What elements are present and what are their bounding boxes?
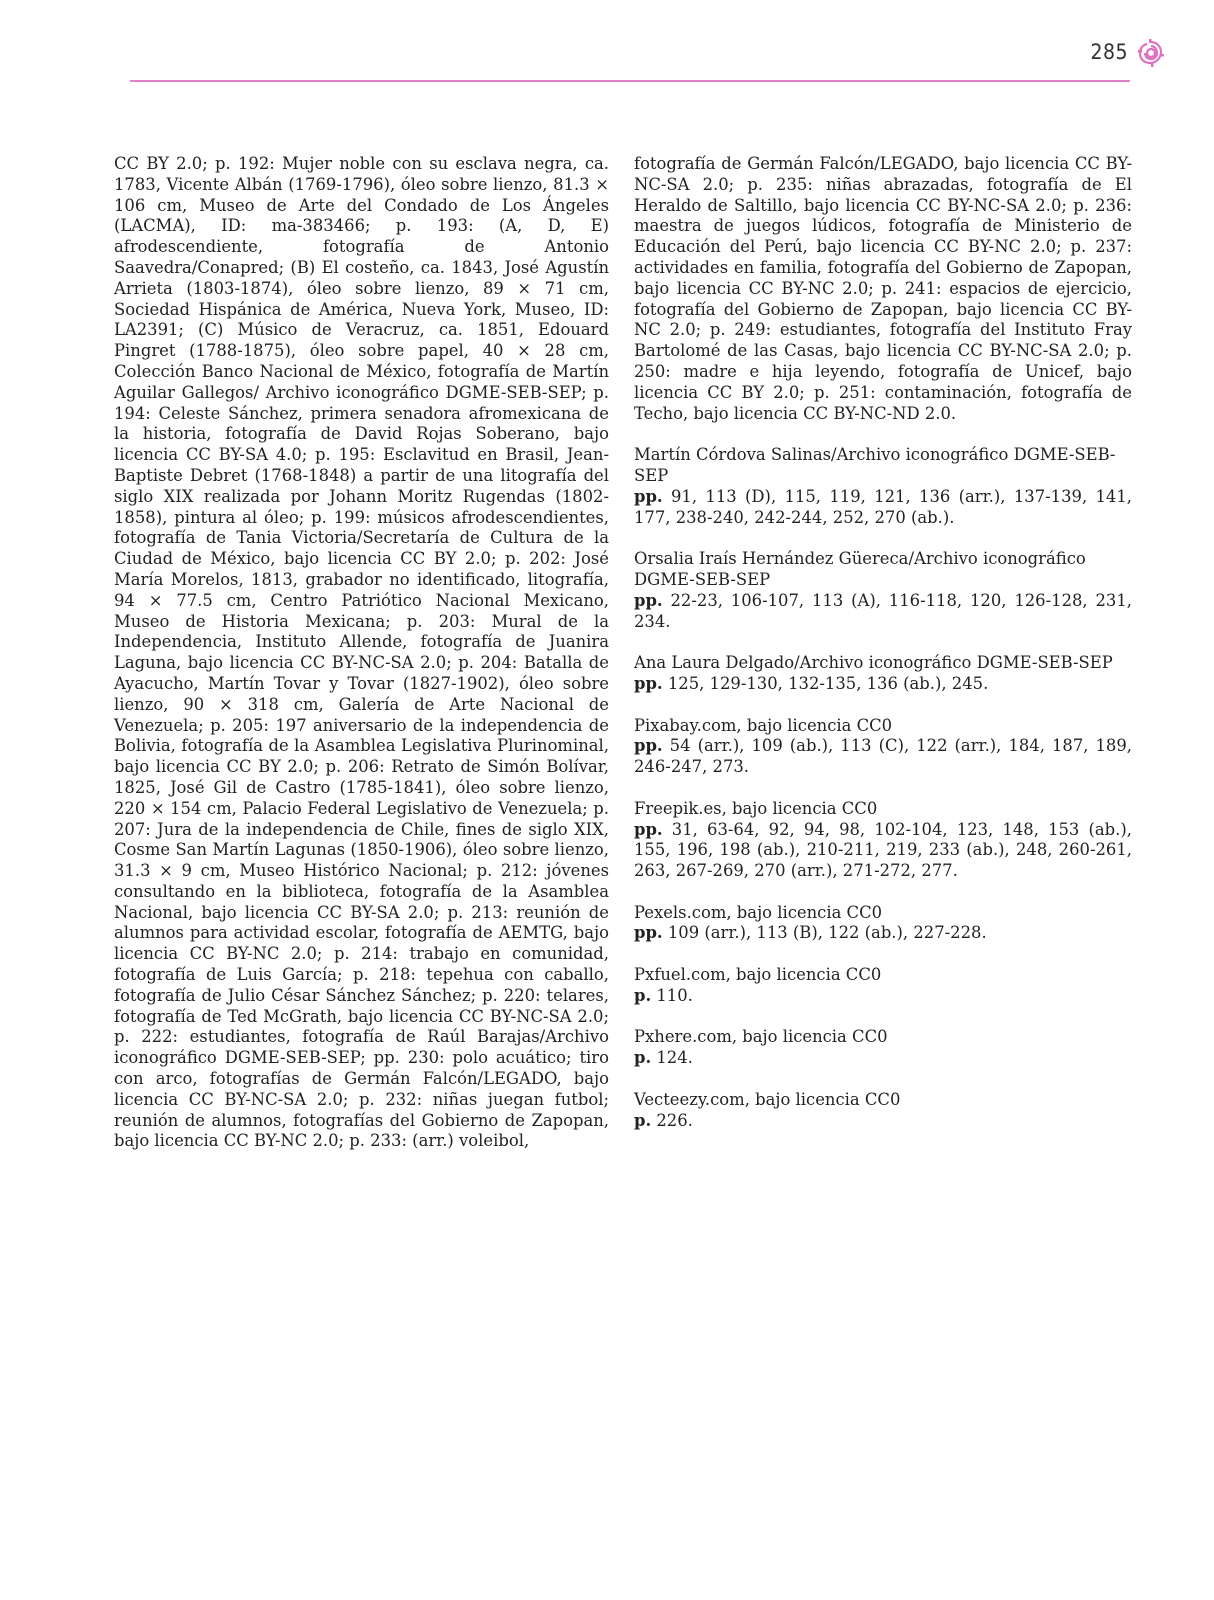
credit-pages-label: p.	[634, 1110, 652, 1130]
credit-source: Pixabay.com, bajo licencia CC0	[634, 715, 893, 735]
credit-pages: p. 110.	[634, 985, 693, 1005]
right-column	[634, 154, 1132, 1131]
credit-source: Freepik.es, bajo licencia CC0	[634, 798, 878, 818]
credit-source: Pxhere.com, bajo licencia CC0	[634, 1027, 888, 1047]
credits-continuation: fotografía de Germán Falcón/LEGADO, bajo licencia CC BY-NC-SA 2.0; p. 235: niñas abrazadas, fotografía de El Heraldo de Saltillo, bajo licencia CC BY-NC-SA 2.0; p. 236: maestra de juegos lúdicos, fotografía de Ministerio de Educación del Perú, bajo licencia CC BY-NC 2.0; p. 237: actividades en familia, fotografía del Gobierno de Zapopan, bajo licencia CC BY-NC 2.0; p. 241: espacios de ejercicio, fotografía del Gobierno de Zapopan, bajo licencia CC BY-NC 2.0; p. 249: estudiantes, fotografía del Instituto Fray Bartolomé de las Casas, bajo licencia CC BY-NC-SA 2.0; p. 250: madre e hija leyendo, fotografía de Unicef, bajo licencia CC BY 2.0; p. 251: contaminación, fotografía de Techo, bajo licencia CC BY-NC-ND 2.0.	[634, 154, 1132, 423]
credit-pages: pp. 109 (arr.), 113 (B), 122 (ab.), 227-228.	[634, 923, 987, 943]
credit-entry	[634, 653, 1132, 695]
credits-list	[634, 445, 1132, 1131]
credit-entry	[634, 1027, 1132, 1069]
credits-paragraph: CC BY 2.0; p. 192: Mujer noble con su esclava negra, ca. 1783, Vicente Albán (1769-1796), óleo sobre lienzo, 81.3 × 106 cm, Museo de Arte del Condado de Los Ángeles (LACMA), ID: ma-383466; p. 193: (A, D, E) afrodescendiente, fotografía de Antonio Saavedra/Conapred; (B) El costeño, ca. 1843, José Agustín Arrieta (1803-1874), óleo sobre lienzo, 89 × 71 cm, Sociedad Hispánica de América, Nueva York, Museo, ID: LA2391; (C) Músico de Veracruz, ca. 1851, Edouard Pingret (1788-1875), óleo sobre papel, 40 × 28 cm, Colección Banco Nacional de México, fotografía de Martín Aguilar Gallegos/ Archivo iconográfico DGME-SEB-SEP; p. 194: Celeste Sánchez, primera senadora afromexicana de la historia, fotografía de David Rojas Soberano, bajo licencia CC BY-SA 4.0; p. 195: Esclavitud en Brasil, Jean-Baptiste Debret (1768-1848) a partir de una litografía del siglo XIX realizada por Johann Moritz Rugendas (1802-1858), pintura al óleo; p. 199: músicos afrodescendientes, fotografía de Tania Victoria/Secretaría de Cultura de la Ciudad de México, bajo licencia CC BY 2.0; p. 202: José María Morelos, 1813, grabador no identificado, litografía, 94 × 77.5 cm, Centro Patriótico Nacional Mexicano, Museo de Historia Mexicana; p. 203: Mural de la Independencia, Instituto Allende, fotografía de Juanira Laguna, bajo licencia CC BY-NC-SA 2.0; p. 204: Batalla de Ayacucho, Martín Tovar y Tovar (1827-1902), óleo sobre lienzo, 90 × 318 cm, Galería de Arte Nacional de Venezuela; p. 205: 197 aniversario de la independencia de Bolivia, fotografía de la Asamblea Legislativa Plurinominal, bajo licencia CC BY 2.0; p. 206: Retrato de Simón Bolívar, 1825, José Gil de Castro (1785-1841), óleo sobre lienzo, 220 × 154 cm, Palacio Federal Legislativo de Venezuela; p. 207: Jura de la independencia de Chile, fines de siglo XIX, Cosme San Martín Lagunas (1850-1906), óleo sobre lienzo, 31.3 × 9 cm, Museo Histórico Nacional; p. 212: jóvenes consultando en la biblioteca, fotografía de la Asamblea Nacional, bajo licencia CC BY-SA 2.0; p. 213: reunión de alumnos para actividad escolar, fotografía de AEMTG, bajo licencia CC BY-NC 2.0; p. 214: trabajo en comunidad, fotografía de Luis García; p. 218: tepehua con caballo, fotografía de Julio César Sánchez Sánchez; p. 220: telares, fotografía de Ted McGrath, bajo licencia CC BY-NC-SA 2.0; p. 222: estudiantes, fotografía de Raúl Barajas/Archivo iconográfico DGME-SEB-SEP; pp. 230: polo acuático; tiro con arco, fotografías de Germán Falcón/LEGADO, bajo licencia CC BY-NC-SA 2.0; p. 232: niñas juegan futbol; reunión de alumnos, fotografías del Gobierno de Zapopan, bajo licencia CC BY-NC 2.0; p. 233: (arr.) voleibol,	[114, 154, 609, 1151]
credit-pages-label: pp.	[634, 486, 663, 506]
credit-pages: p. 124.	[634, 1048, 693, 1068]
credit-pages: pp. 31, 63-64, 92, 94, 98, 102-104, 123, 148, 153 (ab.), 155, 196, 198 (ab.), 210-211, 219, 233 (ab.), 248, 260-261, 263, 267-269, 270 (arr.), 271-272, 277.	[634, 819, 1132, 881]
credit-pages-label: pp.	[634, 923, 663, 943]
credit-source: Martín Córdova Salinas/Archivo iconográfico DGME-SEB-SEP	[634, 445, 1116, 485]
left-column	[114, 154, 609, 1152]
credit-entry	[634, 716, 1132, 778]
credit-entry	[634, 445, 1132, 528]
credit-pages: p. 226.	[634, 1110, 693, 1130]
credit-pages: pp. 22-23, 106-107, 113 (A), 116-118, 120, 126-128, 231, 234.	[634, 590, 1132, 631]
credit-entry	[634, 1090, 1132, 1132]
credit-source: Ana Laura Delgado/Archivo iconográfico DGME-SEB-SEP	[634, 653, 1113, 673]
credit-pages-label: pp.	[634, 590, 663, 610]
credit-pages-label: pp.	[634, 819, 663, 839]
credit-source: Orsalia Iraís Hernández Güereca/Archivo iconográfico DGME-SEB-SEP	[634, 549, 1086, 589]
credit-source: Vecteezy.com, bajo licencia CC0	[634, 1089, 901, 1109]
credit-pages-label: p.	[634, 985, 652, 1005]
flower-ornament-icon	[1136, 38, 1166, 68]
credit-pages: pp. 54 (arr.), 109 (ab.), 113 (C), 122 (arr.), 184, 187, 189, 246-247, 273.	[634, 736, 1132, 777]
credit-source: Pexels.com, bajo licencia CC0	[634, 902, 883, 922]
credit-pages-label: pp.	[634, 673, 663, 693]
credit-pages-label: p.	[634, 1048, 652, 1068]
credit-source: Pxfuel.com, bajo licencia CC0	[634, 965, 882, 985]
credit-pages-label: pp.	[634, 736, 663, 756]
credit-entry	[634, 903, 1132, 945]
credit-entry	[634, 965, 1132, 1007]
page-number: 285	[1090, 40, 1128, 64]
credit-entry	[634, 549, 1132, 632]
credit-entry	[634, 799, 1132, 882]
header-rule	[130, 80, 1130, 82]
credit-pages: pp. 125, 129-130, 132-135, 136 (ab.), 245.	[634, 673, 989, 693]
credit-pages: pp. 91, 113 (D), 115, 119, 121, 136 (arr.), 137-139, 141, 177, 238-240, 242-244, 252, 270 (ab.).	[634, 486, 1132, 527]
